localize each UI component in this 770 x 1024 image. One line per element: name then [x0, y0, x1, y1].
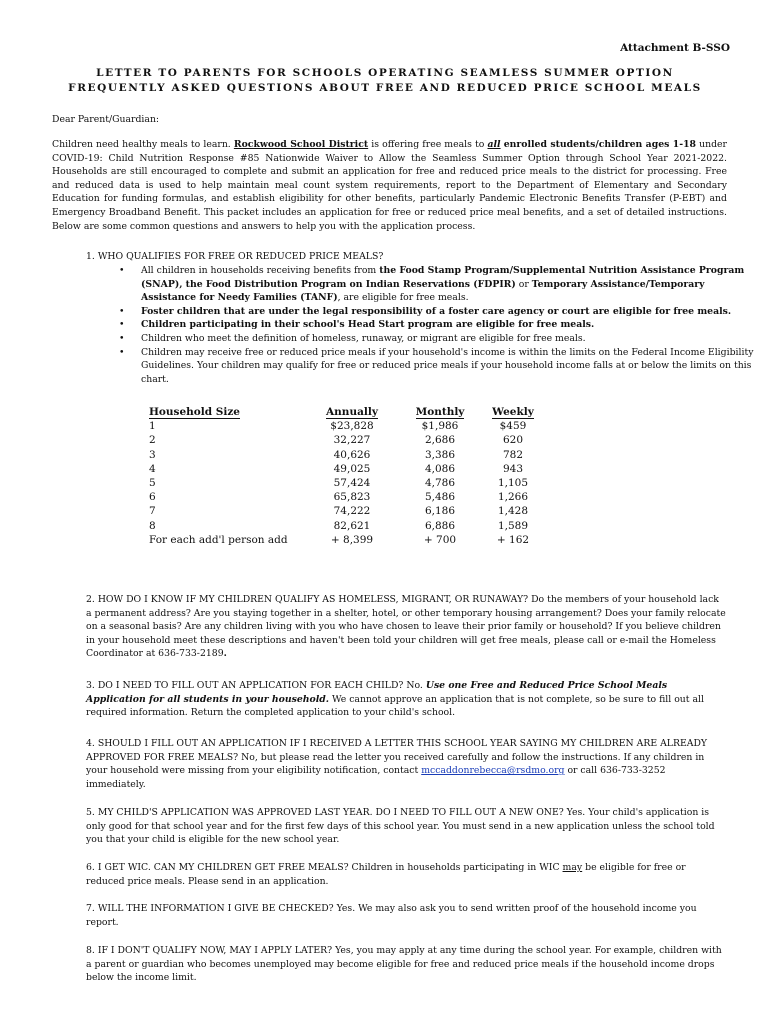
cell-size: 6 — [149, 491, 156, 504]
cell-size: 1 — [149, 420, 156, 433]
bullet-3-text: Children participating in their school's Head Start program are eligible for free meals. — [141, 319, 595, 331]
cell-monthly: 4,086 — [424, 462, 456, 475]
cell-monthly: $1,986 — [421, 420, 459, 433]
cell-monthly: 5,486 — [424, 491, 456, 504]
question-5: 5. MY CHILD'S APPLICATION WAS APPROVED LAST YEAR. DO I NEED TO FILL OUT A NEW ONE? Yes. Your child's application is only good for that school year and for the first few days of this school year. You must send in a new application unless the school told you that your child is eligible for the new school year. — [86, 807, 715, 846]
cell-weekly: + 162 — [496, 533, 530, 546]
cell-annually: 74,222 — [333, 505, 371, 518]
cell-monthly: 4,786 — [424, 477, 456, 490]
question-4-text-b: or call 636-733-3252 immediately. — [86, 765, 666, 790]
header-monthly-label: Monthly — [415, 406, 465, 418]
header-weekly — [479, 405, 547, 419]
bullet-2-text: Foster children that are under the legal responsibility of a foster care agency or court are eligible for free meals. — [141, 305, 732, 317]
cell-annually: $23,828 — [330, 420, 374, 433]
cell-annually: 57,424 — [333, 477, 371, 490]
cell-size: 2 — [149, 434, 156, 447]
list-item — [141, 318, 761, 332]
header-household-size — [145, 405, 303, 419]
header-annually-label: Annually — [326, 406, 378, 418]
cell-annually: 82,621 — [333, 519, 371, 532]
bullet-1-text-c: or — [515, 278, 532, 290]
question-7: 7. WILL THE INFORMATION I GIVE BE CHECKED? Yes. We may also ask you to send written proof of the household income you report. — [86, 903, 697, 928]
cell-weekly: 620 — [502, 434, 524, 447]
enrolled-emphasis: enrolled students/children ages 1-18 — [503, 139, 697, 150]
intro-text-4: under COVID-19: Child Nutrition Response #85 Nationwide Waiver to Allow the Seamless Summer Option through School Year 2021-2022. Households are still encouraged to complete and submit an application for free and reduced price meals to the district for processing. Free and reduced data is used to help maintain meal count system requirements, report to the Department of Elementary and Secondary Education for funding formulas, and establish eligibility for other benefits, particularly Pandemic Electronic Benefits Transfer (P-EBT) and Emergency Broadband Benefit. This packet includes an application for free or reduced price meal benefits, and a set of detailed instructions. Below are some common questions and answers to help you with the application process. — [52, 139, 727, 232]
cell-monthly: + 700 — [423, 533, 457, 546]
list-item — [141, 346, 761, 387]
bullet-1-text-e: , are eligible for free meals. — [337, 292, 469, 304]
intro-text-2: is offering free meals to — [368, 139, 488, 150]
question-2 — [86, 593, 726, 661]
cell-monthly: 3,386 — [424, 448, 456, 461]
question-4 — [86, 737, 726, 791]
salutation: Dear Parent/Guardian: — [52, 114, 160, 125]
bullet-4-text: Children who meet the definition of homeless, runaway, or migrant are eligible for free meals. — [141, 332, 586, 344]
cell-size: 3 — [149, 448, 156, 461]
cell-weekly: 1,589 — [497, 519, 529, 532]
attachment-label: Attachment B-SSO — [620, 42, 730, 54]
table-row — [145, 533, 547, 547]
list-item — [141, 305, 761, 319]
question-3 — [86, 679, 726, 720]
cell-size: 8 — [149, 519, 156, 532]
bullet-1-programs: the Food Stamp Program/Supplemental Nutrition Assistance Program (SNAP), the Food Distribution Program on Indian Reservations (FDPIR) — [141, 265, 745, 290]
question-4-text-a: 4. SHOULD I FILL OUT AN APPLICATION IF I RECEIVED A LETTER THIS SCHOOL YEAR SAYING MY CHILDREN ARE ALREADY APPROVED FOR FREE MEALS? No, but please read the letter you received carefully and follow the instructions. If any children in your household were missing from your eligibility notification, contact — [86, 738, 708, 777]
question-8: 8. IF I DON'T QUALIFY NOW, MAY I APPLY LATER? Yes, you may apply at any time during the school year. For example, children with a parent or guardian who becomes unemployed may become eligible for free and reduced price meals if the household income drops below the income limit. — [86, 945, 722, 984]
all-emphasis: all — [487, 139, 501, 150]
bullet-1-tanf: Temporary Assistance/Temporary Assistance for Needy Families (TANF) — [141, 278, 705, 304]
cell-monthly: 2,686 — [424, 434, 456, 447]
cell-size: For each add'l person add — [149, 533, 288, 546]
question-2-end: . — [223, 648, 227, 660]
header-household-size-label: Household Size — [149, 406, 240, 418]
may-emphasis: may — [562, 862, 583, 873]
intro-paragraph — [52, 138, 727, 233]
cell-size: 4 — [149, 462, 156, 475]
table-row — [145, 490, 547, 504]
question-3-text-a: 3. DO I NEED TO FILL OUT AN APPLICATION FOR EACH CHILD? No. — [86, 680, 426, 691]
bullet-5-text: Children may receive free or reduced price meals if your household's income is within the limits on the Federal Income Eligibility Guidelines. Your children may qualify for free or reduced price meals if your household income falls at or below the limits on this chart. — [141, 346, 754, 385]
table-row — [145, 462, 547, 476]
list-item — [141, 264, 761, 305]
cell-monthly: 6,886 — [424, 519, 456, 532]
intro-text-1: Children need healthy meals to learn. — [52, 139, 234, 150]
cell-annually: 49,025 — [333, 462, 371, 475]
question-3-italic: Use one Free and Reduced Price School Meals Application for all students in your household. — [86, 680, 668, 705]
income-eligibility-table — [145, 405, 547, 547]
header-monthly — [401, 405, 479, 419]
question-6-text-b: be eligible for free or reduced price meals. Please send in an application. — [86, 862, 686, 887]
list-item — [141, 332, 761, 346]
table-row — [145, 504, 547, 518]
question-6-text-a: 6. I GET WIC. CAN MY CHILDREN GET FREE MEALS? Children in households participating in WIC — [86, 862, 563, 873]
eligibility-list — [107, 264, 761, 386]
cell-weekly: 1,428 — [497, 505, 529, 518]
question-3-text-b: We cannot approve an application that is not complete, so be sure to fill out all required information. Return the completed application to your child's school. — [86, 693, 704, 719]
cell-annually: 65,823 — [333, 491, 371, 504]
table-row — [145, 476, 547, 490]
title-line-2: FREQUENTLY ASKED QUESTIONS ABOUT FREE AND REDUCED PRICE SCHOOL MEALS — [68, 82, 702, 94]
question-1: 1. WHO QUALIFIES FOR FREE OR REDUCED PRICE MEALS? — [86, 251, 384, 262]
title-line-1: LETTER TO PARENTS FOR SCHOOLS OPERATING SEAMLESS SUMMER OPTION — [96, 67, 674, 79]
cell-weekly: 1,105 — [497, 477, 529, 490]
cell-weekly: 782 — [502, 448, 524, 461]
district-name: Rockwood School District — [233, 139, 369, 150]
cell-annually: 32,227 — [333, 434, 371, 447]
cell-weekly: 1,266 — [497, 491, 529, 504]
table-row — [145, 419, 547, 433]
header-weekly-label: Weekly — [492, 406, 534, 418]
cell-annually: + 8,399 — [330, 533, 374, 546]
cell-size: 5 — [149, 477, 156, 490]
cell-weekly: $459 — [499, 420, 527, 433]
cell-monthly: 6,186 — [424, 505, 456, 518]
cell-size: 7 — [149, 505, 156, 518]
table-row — [145, 448, 547, 462]
table-row — [145, 433, 547, 447]
table-row — [145, 519, 547, 533]
table-header-row — [145, 405, 547, 419]
contact-email-link[interactable]: mccaddonrebecca@rsdmo.org — [421, 765, 565, 777]
question-2-text: 2. HOW DO I KNOW IF MY CHILDREN QUALIFY AS HOMELESS, MIGRANT, OR RUNAWAY? Do the members of your household lack a permanent address? Are you staying together in a shelter, hotel, or other temporary housing arrangement? Does your family relocate on a seasonal basis? Are any children living with you who have chosen to leave their prior family or household? If you believe children in your household meet these descriptions and haven't been told your children will get free meals, please call or e-mail the Homeless Coordinator at 636-733-2189 — [86, 594, 726, 660]
bullet-1-text-a: All children in households receiving benefits from — [141, 265, 380, 276]
question-6 — [86, 861, 726, 888]
cell-weekly: 943 — [502, 462, 524, 475]
cell-annually: 40,626 — [333, 448, 371, 461]
header-annually — [303, 405, 401, 419]
